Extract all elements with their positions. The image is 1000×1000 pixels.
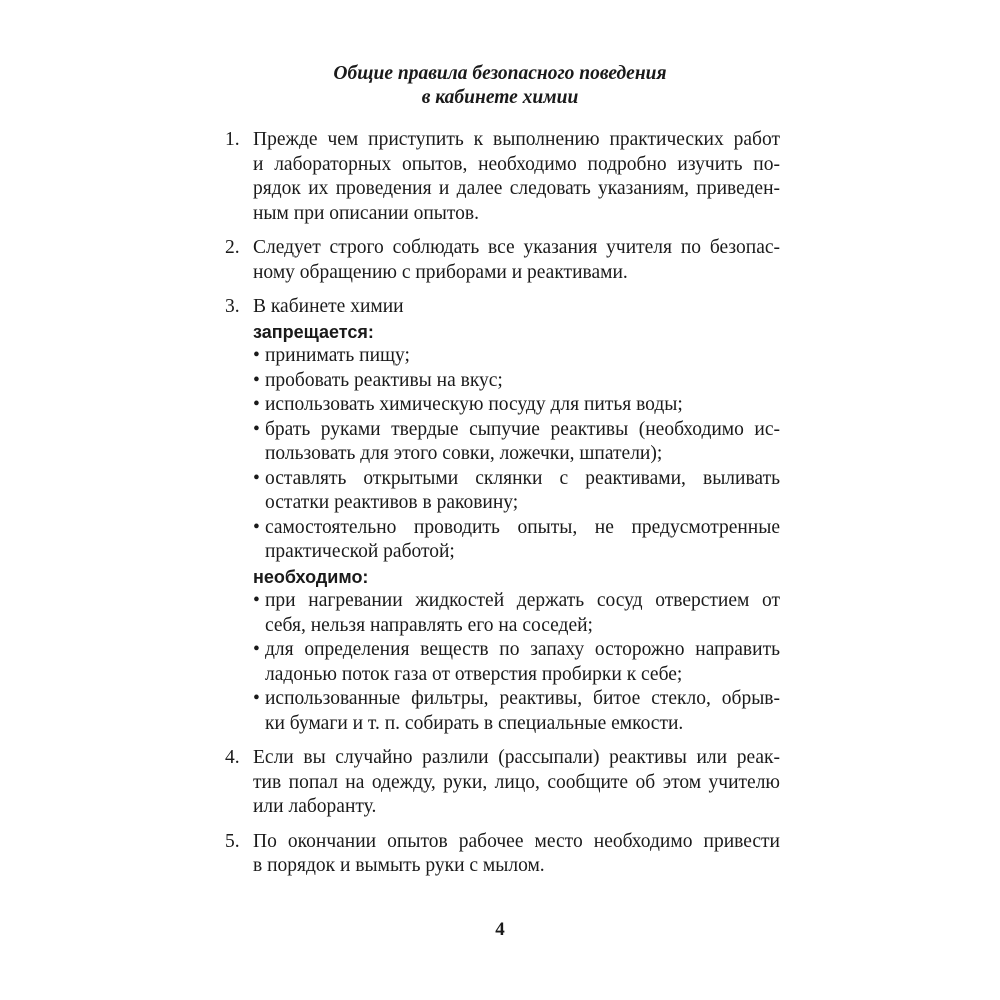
bullet-text-line: остатки реактивов в раковину;	[265, 492, 519, 513]
bullet-icon: •	[253, 590, 260, 611]
bullet-text-line: использованные фильтры, реактивы, битое стекло, обрыв-	[265, 688, 780, 709]
page-number: 4	[495, 919, 505, 940]
required-heading: необходимо:	[253, 566, 369, 587]
rule-intro: В кабинете химии	[253, 296, 404, 317]
rule-number: 1.	[225, 129, 240, 150]
rule-item-4	[225, 746, 780, 820]
bullet-text-line: при нагревании жидкостей держать сосуд отверстием от	[265, 590, 780, 611]
forbidden-bullet	[253, 418, 780, 467]
rule-text-line: и лабораторных опытов, необходимо подробно изучить по-	[253, 153, 780, 175]
bullet-text-line: самостоятельно проводить опыты, не предусмотренные	[265, 516, 780, 538]
bullet-text-line: принимать пищу;	[265, 345, 410, 366]
rule-text-line: ному обращению с приборами и реактивами.	[253, 261, 628, 283]
bullet-text-line: оставлять открытыми склянки с реактивами, выливать	[265, 467, 780, 489]
forbidden-heading: запрещается:	[253, 321, 374, 342]
forbidden-bullet	[253, 369, 780, 394]
bullet-text-line: использовать химическую посуду для питья воды;	[265, 394, 683, 415]
bullet-icon: •	[253, 345, 260, 366]
forbidden-bullet	[253, 393, 780, 418]
bullet-icon: •	[253, 639, 260, 660]
bullet-text-line: пользовать для этого совки, ложечки, шпатели);	[265, 443, 663, 464]
bullet-text-line: ладонью поток газа от отверстия пробирки к себе;	[265, 663, 683, 685]
rule-number: 4.	[225, 747, 240, 768]
rule-number: 3.	[225, 296, 240, 317]
rule-number: 5.	[225, 830, 240, 852]
required-bullet	[253, 589, 780, 638]
title-line-2: в кабинете химии	[421, 87, 579, 108]
rule-text-line: в порядок и вымыть руки с мылом.	[253, 855, 545, 876]
bullet-icon: •	[253, 394, 260, 415]
bullet-text-line: практической работой;	[265, 541, 455, 562]
bullet-icon: •	[253, 688, 260, 709]
page-title	[0, 62, 1000, 110]
bullet-icon: •	[253, 369, 260, 391]
forbidden-bullet	[253, 344, 780, 369]
rule-text-line: ным при описании опытов.	[253, 202, 479, 224]
rule-item-2	[225, 236, 780, 285]
bullet-text-line: пробовать реактивы на вкус;	[265, 369, 503, 391]
rule-number: 2.	[225, 237, 240, 258]
bullet-text-line: для определения веществ по запаху осторожно направить	[265, 639, 780, 660]
required-bullet	[253, 687, 780, 736]
rule-text-line: Если вы случайно разлили (рассыпали) реактивы или реак-	[253, 747, 780, 768]
forbidden-bullet	[253, 467, 780, 516]
rule-item-3	[225, 295, 780, 736]
rule-text-line: Прежде чем приступить к выполнению практических работ	[253, 129, 780, 150]
required-bullet	[253, 638, 780, 687]
bullet-icon: •	[253, 418, 260, 440]
bullet-icon: •	[253, 516, 260, 538]
title-line-1: Общие правила безопасного поведения	[333, 63, 667, 84]
bullet-text-line: себя, нельзя направлять его на соседей;	[265, 614, 593, 636]
bullet-text-line: брать руками твердые сыпучие реактивы (необходимо ис-	[265, 418, 780, 440]
rule-text-line: По окончании опытов рабочее место необходимо привести	[253, 830, 780, 852]
rule-item-5	[225, 830, 780, 879]
rule-text-line: или лаборанту.	[253, 796, 377, 817]
forbidden-bullet	[253, 516, 780, 565]
bullet-icon: •	[253, 467, 260, 489]
rule-text-line: Следует строго соблюдать все указания учителя по безопас-	[253, 237, 780, 258]
rule-item-1	[225, 128, 780, 226]
rule-text-line: тив попал на одежду, руки, лицо, сообщите об этом учителю	[253, 771, 780, 793]
bullet-text-line: ки бумаги и т. п. собирать в специальные емкости.	[265, 712, 684, 734]
rule-text-line: рядок их проведения и далее следовать указаниям, приведен-	[253, 178, 780, 199]
rules-list	[225, 128, 780, 879]
